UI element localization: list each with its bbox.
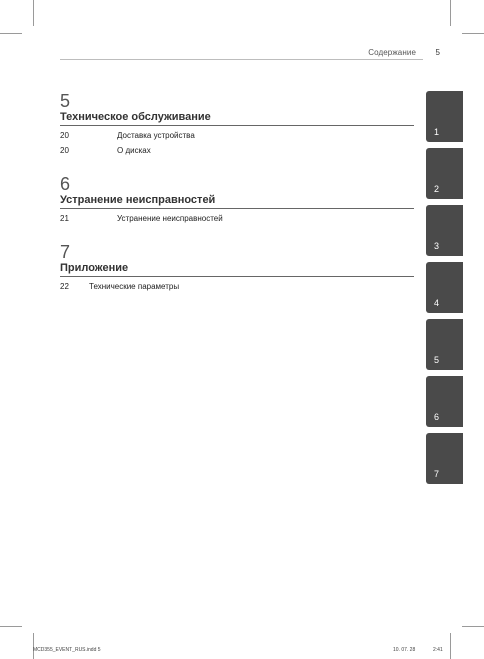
section-number: 7 [60, 242, 71, 262]
crop-mark [450, 0, 451, 26]
chapter-tab-1[interactable] [426, 91, 463, 142]
section-number: 5 [60, 91, 71, 111]
chapter-tab-4[interactable] [426, 262, 463, 313]
crop-mark [462, 33, 484, 34]
running-header-title: Содержание [368, 48, 416, 57]
footer-filename: MCD355_EVENT_RUS.indd 5 [33, 647, 101, 653]
chapter-tab-7[interactable] [426, 433, 463, 484]
chapter-tab-6[interactable] [426, 376, 463, 427]
toc-entry-page: 20 [60, 146, 69, 155]
crop-mark [462, 626, 484, 627]
chapter-tab-3[interactable] [426, 205, 463, 256]
section-number: 6 [60, 174, 71, 194]
toc-entry[interactable] [60, 145, 414, 156]
footer-time: 2:41 [433, 647, 443, 653]
chapter-tab-label: 7 [434, 469, 440, 479]
toc-entry-text: Доставка устройства [117, 131, 195, 140]
crop-mark [33, 633, 34, 659]
toc-entry-text: Устранение неисправностей [117, 214, 223, 223]
toc-entry-page: 20 [60, 131, 69, 140]
chapter-tab-label: 4 [434, 298, 440, 308]
crop-mark [33, 0, 34, 26]
toc-entry[interactable] [60, 130, 414, 141]
section-title: Устранение неисправностей [60, 193, 414, 209]
chapter-tab-5[interactable] [426, 319, 463, 370]
crop-mark [450, 633, 451, 659]
toc-entry-page: 22 [60, 282, 69, 291]
footer-date: 10. 07. 28 [393, 647, 416, 653]
toc-section [60, 92, 414, 156]
toc-entry-page: 21 [60, 214, 69, 223]
toc-entry-text: О дисках [117, 146, 151, 155]
header-rule [60, 59, 423, 60]
chapter-tab-label: 5 [434, 355, 440, 365]
toc-entry-text: Технические параметры [89, 282, 180, 291]
toc-entry[interactable] [60, 281, 414, 292]
chapter-tab-2[interactable] [426, 148, 463, 199]
chapter-tab-label: 6 [434, 412, 440, 422]
crop-mark [0, 626, 22, 627]
toc-section [60, 243, 414, 292]
page-number: 5 [435, 48, 440, 57]
toc-entry[interactable] [60, 213, 414, 224]
chapter-tab-label: 2 [434, 184, 440, 194]
crop-mark [0, 33, 22, 34]
toc-section [60, 175, 414, 224]
chapter-tab-label: 3 [434, 241, 440, 251]
section-title: Техническое обслуживание [60, 110, 414, 126]
section-title: Приложение [60, 261, 414, 277]
chapter-tab-label: 1 [434, 127, 440, 137]
